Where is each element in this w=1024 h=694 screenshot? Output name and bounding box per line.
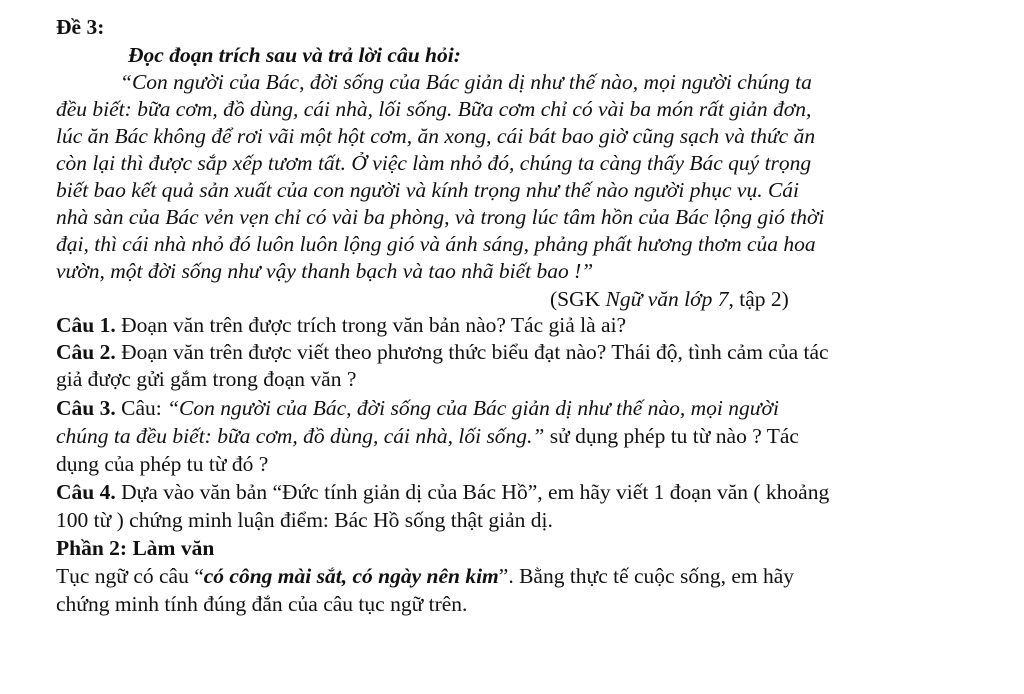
question-label: Câu 4. [56, 480, 116, 504]
source-book-title: Ngữ văn lớp 7 [605, 287, 729, 311]
question-2 [56, 339, 829, 365]
source-prefix: (SGK [550, 287, 606, 311]
source-citation [550, 286, 789, 312]
passage-line: còn lại thì được sắp xếp tươm tất. Ở việc làm nhỏ đó, chúng ta càng thấy Bác quý trọng [56, 151, 812, 175]
reading-instruction: Đọc đoạn trích sau và trả lời câu hỏi: [128, 43, 461, 67]
question-4-continued: 100 từ ) chứng minh luận điểm: Bác Hồ sống thật giản dị. [56, 508, 553, 532]
part-2-title: Phần 2: Làm văn [56, 536, 215, 560]
essay-prompt [56, 563, 794, 589]
question-3-continued: dụng của phép tu từ đó ? [56, 452, 269, 476]
exam-heading: Đề 3: [56, 15, 105, 39]
passage-line: nhà sàn của Bác vẻn vẹn chỉ có vài ba phòng, và trong lúc tâm hồn của Bác lộng gió thời [56, 205, 825, 229]
passage-line: biết bao kết quả sản xuất của con người và kính trọng như thế nào người phục vụ. Cái [56, 178, 800, 202]
question-text: sử dụng phép tu từ nào ? Tác [544, 424, 799, 448]
passage-line: đều biết: bữa cơm, đồ dùng, cái nhà, lối sống. Bữa cơm chỉ có vài ba món rất giản đơn, [56, 97, 812, 121]
essay-prompt-text: ”. Bằng thực tế cuộc sống, em hãy [498, 564, 795, 588]
question-text: Dựa vào văn bản “Đức tính giản dị của Bác Hồ”, em hãy viết 1 đoạn văn ( khoảng [115, 480, 830, 504]
passage-line: “Con người của Bác, đời sống của Bác giản dị như thế nào, mọi người chúng ta [120, 70, 812, 94]
question-quote: “Con người của Bác, đời sống của Bác giản dị như thế nào, mọi người [167, 396, 779, 420]
question-2-continued: giả được gửi gắm trong đoạn văn ? [56, 367, 357, 391]
question-4 [56, 479, 829, 505]
essay-prompt-continued: chứng minh tính đúng đắn của câu tục ngữ trên. [56, 592, 468, 616]
question-lead: Câu: [115, 396, 168, 420]
question-label: Câu 1. [56, 313, 116, 337]
question-1 [56, 312, 626, 338]
question-label: Câu 2. [56, 340, 116, 364]
question-text: Đoạn văn trên được trích trong văn bản nào? Tác giả là ai? [115, 313, 627, 337]
question-text: Đoạn văn trên được viết theo phương thức biểu đạt nào? Thái độ, tình cảm của tác [115, 340, 829, 364]
question-3 [56, 395, 779, 421]
question-3-continued [56, 423, 799, 449]
passage-line: vườn, một đời sống như vậy thanh bạch và tao nhã biết bao !” [56, 259, 594, 283]
passage-line: lúc ăn Bác không để rơi vãi một hột cơm, ăn xong, cái bát bao giờ cũng sạch và thức ăn [56, 124, 816, 148]
question-quote: chúng ta đều biết: bữa cơm, đồ dùng, cái nhà, lối sống.” [56, 424, 545, 448]
proverb: có công mài sắt, có ngày nên kim [203, 564, 499, 588]
question-label: Câu 3. [56, 396, 116, 420]
source-suffix: , tập 2) [728, 287, 789, 311]
essay-prompt-text: Tục ngữ có câu “ [56, 564, 204, 588]
passage-line: đại, thì cái nhà nhỏ đó luôn luôn lộng gió và ánh sáng, phảng phất hương thơm của hoa [56, 232, 816, 256]
